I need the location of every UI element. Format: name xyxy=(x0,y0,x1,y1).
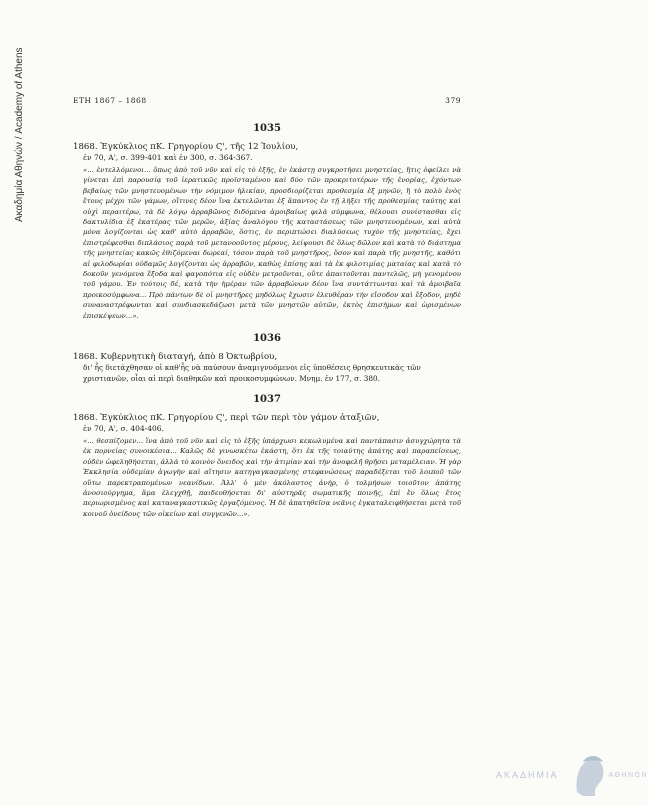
header-years: ΕΤΗ 1867 – 1868 xyxy=(73,96,147,105)
athena-head-icon xyxy=(569,752,609,798)
entry-1037 xyxy=(73,394,461,519)
academy-logo xyxy=(496,752,648,798)
entry-heading: 1868. Ἐγκύκλιος πΚ. Γρηγορίου Ϛ', τῆς 12 Ἰουλίου, xyxy=(73,142,299,152)
entry-reference: ἐν 70, Α', σ. 399-401 καὶ ἐν 300, σ. 364-367. xyxy=(83,153,253,162)
page-number: 379 xyxy=(445,96,461,105)
entry-quote: «... θεσπίζομεν... ἵνα ἀπὸ τοῦ νῦν καὶ εἰς τὸ ἑξῆς ὑπάρχωσι κεκωλυμένα καὶ παντάπασιν ἀσυγχώρητα τὰ ἐκ πορνείας συνοικέσια... Καλῶς δὲ γινωσκέτω ἑκάστη, ὅτι ἐκ τῆς τοιαύτης ἀπάτης καὶ παραπείσεως, οὐδὲν ὠφεληθήσεται, ἀλλὰ τὸ κοινὸν ὄνειδος καὶ τὴν ἀτιμίαν καὶ τὴν ἀνοφελῆ θρῆσει μεταμέλειαν. Ἡ γὰρ Ἐκκλησία οὐδεμίαν ἀγωγὴν καὶ αἴτησιν κατηγαγκασμένης στεφανώσεως παραδέξεται τοῦ λοιποῦ τῶν οὕτω παρεκτραπομένων νεανίδων. Ἀλλ' ὁ μὲν ἀκόλαστος ἀνήρ, ὁ τολμήσων τοιοῦτον ἀπάτης ἀνοσιούργημα, ἅμα ἐλεγχθῇ, παιδευθήσεται δι' αὐστηρᾶς σωματικῆς ποινῆς, ἐπὶ ἔν ὅλως ἔτος περιωρισμένος καὶ καταναγκαστικῶς ἐργαζόμενος. Ἡ δὲ ἀπατηθεῖσα νεᾶνις ἐγκαταλειφθήσεται μετὰ τοῦ κοινοῦ ὀνείδους τῶν οἰκείων καὶ συγγενῶν...». xyxy=(83,436,461,518)
entry-1035 xyxy=(73,123,461,321)
entry-heading: 1868. Ἐγκύκλιος πΚ. Γρηγορίου Ϛ', περὶ τῶν περὶ τὸν γάμον ἀταξιῶν, xyxy=(73,412,380,423)
running-header xyxy=(73,96,461,105)
entry-heading: 1868. Κυβερνητικὴ διαταγή, ἀπὸ 8 Ὀκτωβρίου, xyxy=(73,352,278,363)
entry-reference: ἐν 70, Α', σ. 404-406. xyxy=(83,423,164,433)
entry-1036 xyxy=(73,333,461,384)
entry-number: 1037 xyxy=(253,393,281,405)
logo-text-athens: ΑΘΗΝΩΝ xyxy=(608,771,648,779)
logo-text-academy: ΑΚΑΔΗΜΙΑ xyxy=(496,770,559,780)
entry-number: 1036 xyxy=(253,333,281,345)
entry-quote: «... ἐντελλόμενοι... ὅπως ἀπὸ τοῦ νῦν καὶ εἰς τὸ ἑξῆς, ἐν ἑκάστῃ συγκροτήσει μνηστείας, ἥτις ὀφείλει νὰ γίνεται ἐπὶ παρουσίᾳ τοῦ ἱερατικῶς προϊσταμένου καὶ δύο τῶν προκριτοτέρων τῆς ἐνορίας, ἐχόντων βεβαίως τῶν μνηστευομένων τὴν νόμιμον ἡλικίαν, προσδιορίζεται προθεσμία ἐξ μηνῶν, ἢ τὸ πολὺ ἑνὸς ἔτους μέχρι τῶν γάμων, οἵτινες δέον ἵνα ἐκτελῶνται ἐξ ἅπαντος ἐν τῇ λήξει τῆς προθεσμίας ταύτης καὶ οὐχὶ περαιτέρω, τὰ δὲ λόγῳ ἀρραβῶνος διδόμενα ἀμοιβαίως φιλὰ σύμφωνα, θέλουσι συνίστασθαι εἰς δακτυλίδια ἐξ ἑκατέρας τῶν μερῶν, ἀξίας ἀναλόγου τῆς καταστάσεως τῶν μνηστευομένων, καὶ αὐτὰ μόνα λογίζονται ὡς καθ' αὐτὸ ἀρραβῶν, ὅστις, ἐν περιπτώσει διαλύσεως τυχὸν τῆς μνηστείας, ἔχει ἐπιστρέφεσθαι διπλάσιος παρὰ τοῦ μετανοοῦντος μέρους, λείψουσι δὲ ὅλως δῶλον καὶ κατὰ τὸ διάστημα τῆς μνηστείας κακῶς ἐθιζόμεναι δωρεαί, τόσον παρὰ τοῦ μνηστῆρος, ὅσον καὶ παρὰ τῆς μνηστῆς, καθότι αἱ φιλοδωρίαι οὐδαμῶς λογίζονται ὡς ἀρραβῶν, καθὼς ἐπίσης καὶ τὰ ἐκ φιλοτιμίας ματαίας καὶ κατὰ τὸ δοκοῦν γενόμενα ἔξοδα καὶ φαγοπότια εἰς οὐδὲν μετροῦνται, οὔτε ἀπαιτοῦνται παντελῶς, μὴ γενομένου τοῦ γάμου. Ἐν τούτοις δέ, κατὰ τὴν ἡμέραν τῶν ἀρραβώνων δέον ἵνα συντάττωνται καὶ τὰ ἀμοιβαῖα προικοσύμφωνα... Πρὸ πάντων δὲ οἱ μνηστῆρες μηδόλως ἔχωσιν ἐλευθέραν τὴν εἴσοδον καὶ ἔξοδον, μηδὲ συναναστρέφωνται καὶ συνδιασκεδάζωσι μετὰ τῶν μνηστῶν αὐτῶν, ἐκτὸς ἐπισήμων καὶ ὡρισμένων ἐπισκέψεων...». xyxy=(83,166,461,320)
document-page xyxy=(73,96,461,519)
entry-description: δι' ἧς διετάχθησαν οἱ καθ'ἧς νὰ παύσουν ἀναμιγνυόμενοι εἰς ὑποθέσεις θρησκευτικὰς τῶν χριστιανῶν, οἷαι αἱ περὶ διαθηκῶν καὶ προικοσυμφώνων. Μνημ. ἐν 177, σ. 380. xyxy=(83,363,421,383)
side-watermark-label: Ακαδημία Αθηνών / Academy of Athens xyxy=(14,47,25,223)
entry-number: 1035 xyxy=(253,123,281,134)
